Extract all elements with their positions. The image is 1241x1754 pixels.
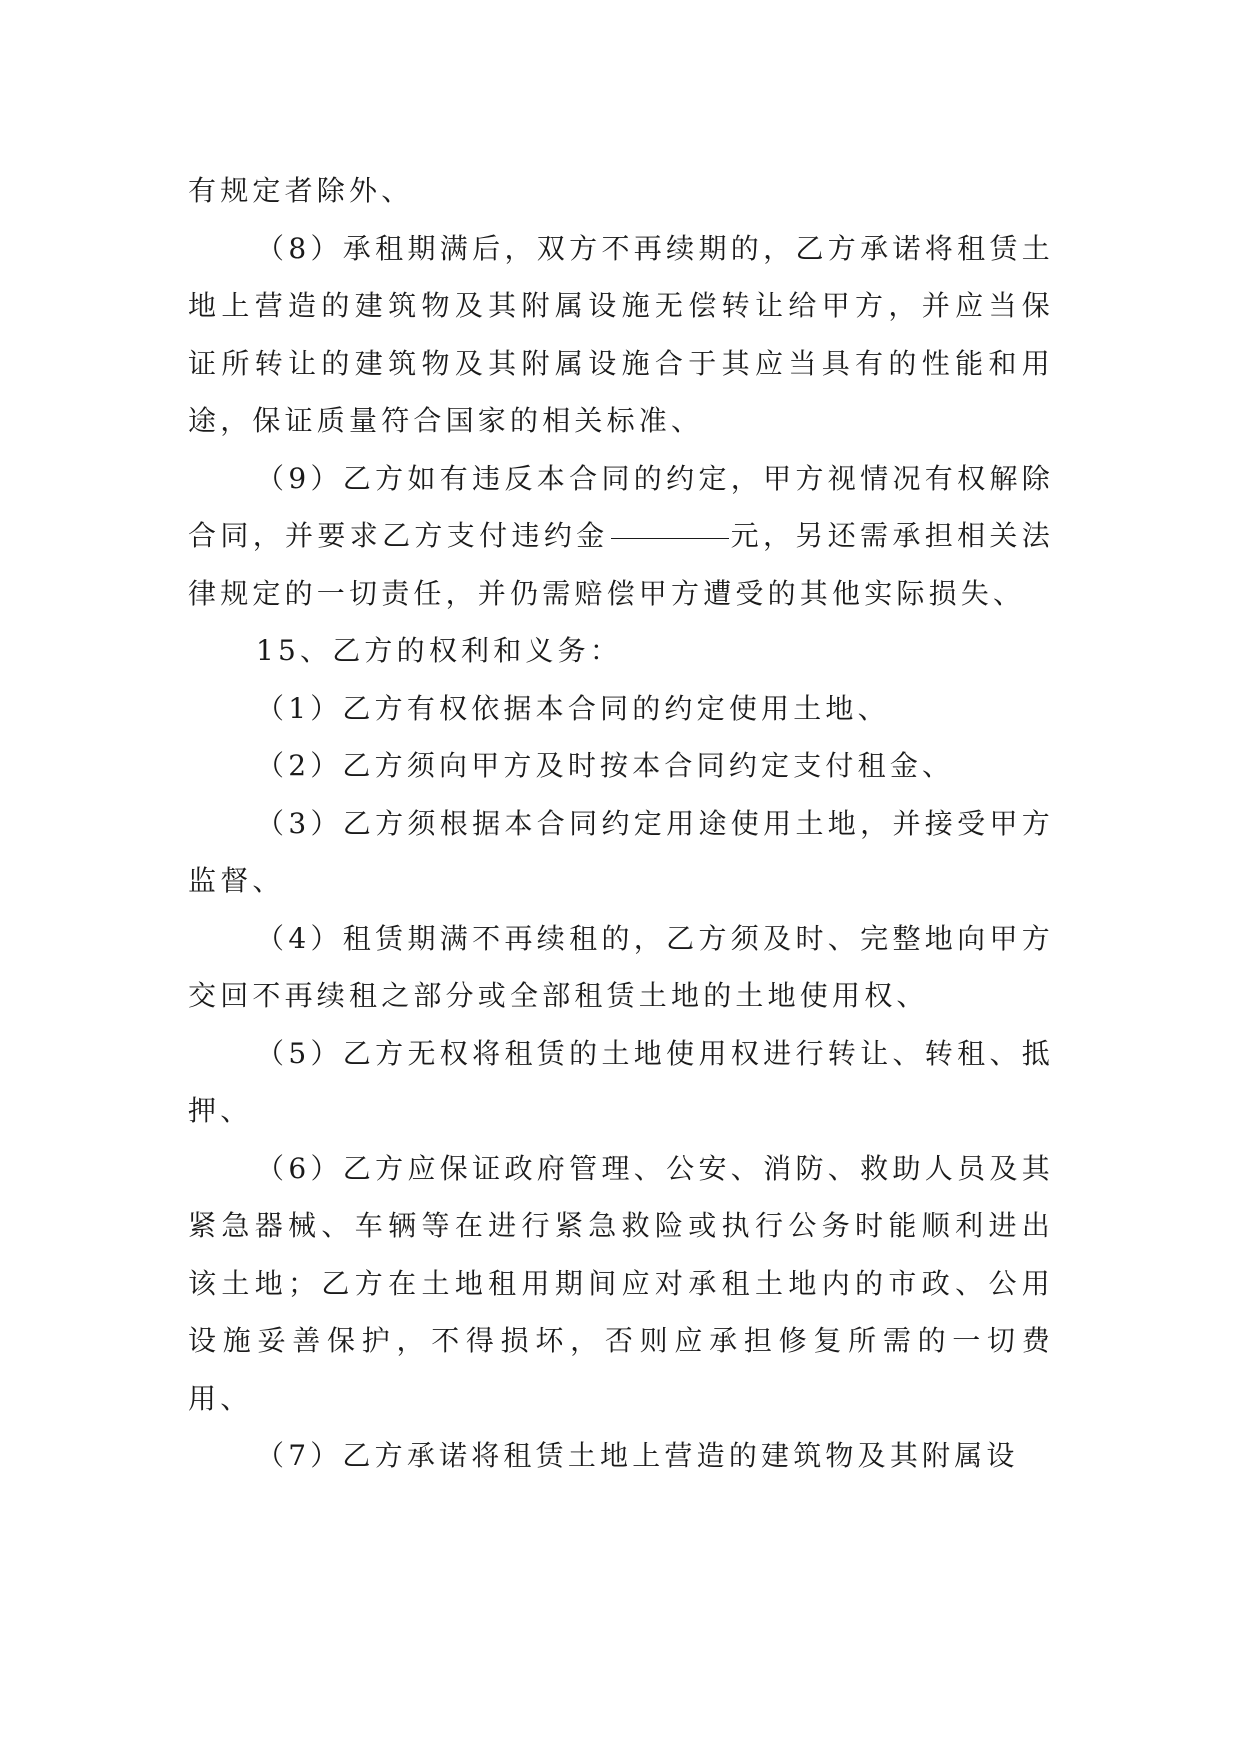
penalty-amount-blank <box>611 537 729 539</box>
obligation-7: （7）乙方承诺将租赁土地上营造的建筑物及其附属设 <box>256 1439 1019 1472</box>
obligation-2: （2）乙方须向甲方及时按本合同约定支付租金、 <box>256 749 955 782</box>
clause-8: （8）承租期满后，双方不再续期的，乙方承诺将租赁土地上营造的建筑物及其附属设施无偿转让给甲方，并应当保证所转让的建筑物及其附属设施合于其应当具有的性能和用途，保证质量符合国家的相关标准、 <box>188 231 1054 437</box>
section-15-heading: 15、乙方的权利和义务： <box>256 634 623 667</box>
clause-9-text-before: （9）乙方如有违反本合同的约定，甲方视情况有权解除合同，并要求乙方支付违约金 <box>188 461 1054 552</box>
obligation-5: （5）乙方无权将租赁的土地使用权进行转让、转租、抵押、 <box>188 1036 1054 1127</box>
clause-9 <box>188 450 1054 623</box>
document-body <box>188 162 1054 1485</box>
clause-9-text-after: 元，另还需承担相关法律规定的一切责任，并仍需赔偿甲方遭受的其他实际损失、 <box>188 519 1054 610</box>
paragraph-continuation: 有规定者除外、 <box>188 174 414 207</box>
obligation-6: （6）乙方应保证政府管理、公安、消防、救助人员及其紧急器械、车辆等在进行紧急救险或执行公务时能顺利进出该土地；乙方在土地租用期间应对承租土地内的市政、公用设施妥善保护，不得损坏，否则应承担修复所需的一切费用、 <box>188 1151 1054 1415</box>
obligation-1: （1）乙方有权依据本合同的约定使用土地、 <box>256 691 890 725</box>
obligation-4: （4）租赁期满不再续租的，乙方须及时、完整地向甲方交回不再续租之部分或全部租赁土地的土地使用权、 <box>188 921 1054 1012</box>
obligation-3: （3）乙方须根据本合同约定用途使用土地，并接受甲方监督、 <box>188 806 1054 897</box>
